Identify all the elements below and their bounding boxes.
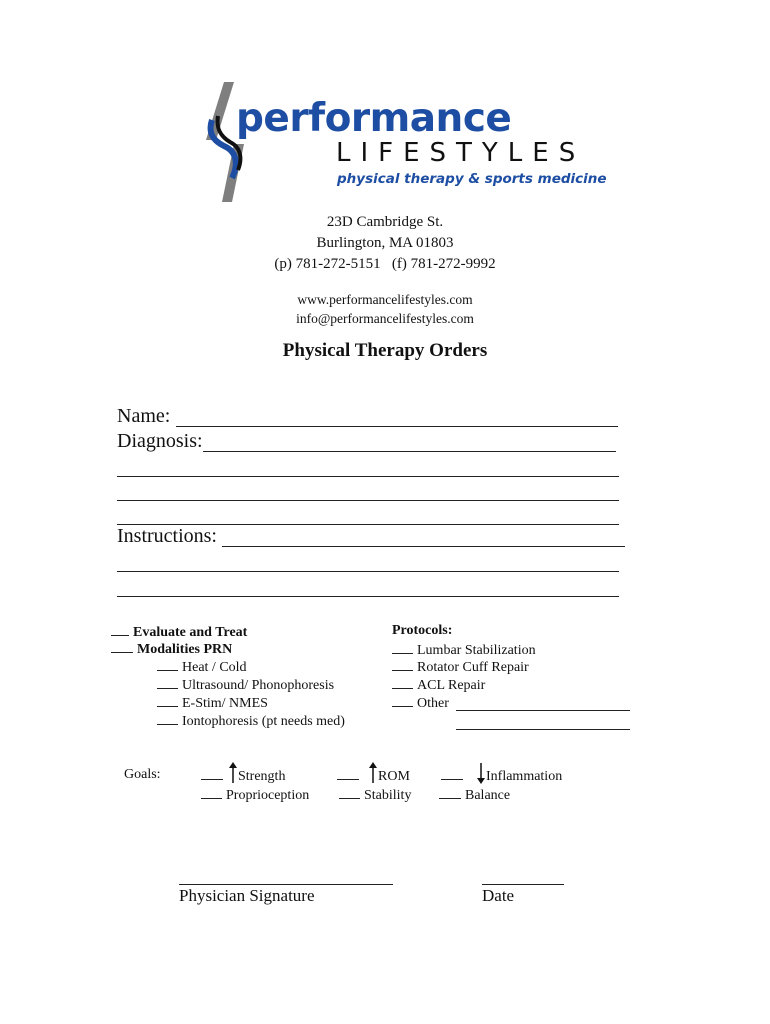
other-checkbox[interactable] (392, 694, 413, 707)
evaluate-treat-checkbox[interactable] (111, 623, 129, 636)
goal-rom-option[interactable] (337, 762, 410, 785)
iontophoresis-label: Iontophoresis (pt needs med) (182, 714, 345, 729)
modality-iontophoresis-option[interactable] (157, 712, 345, 730)
logo-wordmark-performance: performance (236, 96, 512, 141)
goal-inflammation-option[interactable] (441, 762, 562, 785)
modality-heat-cold-option[interactable] (157, 658, 247, 676)
protocol-lumbar-option[interactable] (392, 641, 536, 659)
goal-proprioception-option[interactable] (201, 786, 309, 804)
address-street: 23D Cambridge St. (326, 214, 444, 230)
email-link[interactable]: info@performancelifestyles.com (296, 311, 474, 326)
diagnosis-label: Diagnosis: (117, 430, 203, 452)
date-field[interactable] (482, 884, 564, 885)
lumbar-label: Lumbar Stabilization (417, 643, 536, 658)
stability-checkbox[interactable] (339, 786, 360, 799)
protocol-rotator-cuff-option[interactable] (392, 658, 529, 676)
balance-checkbox[interactable] (439, 786, 461, 799)
rom-label: ROM (378, 769, 410, 784)
date-label: Date (482, 886, 515, 905)
instructions-field-line-3[interactable] (117, 596, 619, 597)
inflammation-label: Inflammation (486, 769, 563, 784)
page-title: Physical Therapy Orders (282, 340, 488, 361)
strength-checkbox[interactable] (201, 767, 223, 780)
modality-estim-option[interactable] (157, 694, 268, 712)
balance-label: Balance (465, 788, 511, 803)
modality-ultrasound-option[interactable] (157, 676, 334, 694)
diagnosis-field-line-2[interactable] (117, 476, 619, 477)
heat-cold-label: Heat / Cold (182, 660, 247, 675)
arrow-down-icon (477, 762, 485, 784)
instructions-field-line-2[interactable] (117, 571, 619, 572)
name-label: Name: (117, 405, 171, 427)
ultrasound-label: Ultrasound/ Phonophoresis (182, 678, 335, 693)
acl-label: ACL Repair (417, 678, 486, 693)
instructions-field[interactable] (222, 546, 625, 547)
evaluate-treat-label: Evaluate and Treat (133, 625, 248, 640)
stability-label: Stability (364, 788, 412, 803)
logo-wordmark-lifestyles: LIFESTYLES (336, 138, 586, 168)
name-field[interactable] (176, 426, 618, 427)
heat-cold-checkbox[interactable] (157, 658, 178, 671)
address-city: Burlington, MA 01803 (316, 235, 454, 251)
physician-signature-field[interactable] (179, 884, 393, 885)
other-field-line-2[interactable] (456, 729, 630, 730)
arrow-up-icon (229, 762, 237, 784)
protocol-other-option[interactable] (392, 694, 449, 712)
other-field[interactable] (456, 710, 630, 711)
diagnosis-field[interactable] (203, 451, 616, 452)
physician-signature-label: Physician Signature (179, 886, 315, 905)
goal-strength-option[interactable] (201, 762, 285, 785)
iontophoresis-checkbox[interactable] (157, 712, 178, 725)
ultrasound-checkbox[interactable] (157, 676, 178, 689)
lumbar-checkbox[interactable] (392, 641, 413, 654)
inflammation-checkbox[interactable] (441, 767, 463, 780)
other-label: Other (417, 696, 449, 711)
modalities-label: Modalities PRN (137, 642, 233, 657)
protocols-heading: Protocols: (392, 623, 453, 638)
protocol-acl-option[interactable] (392, 676, 485, 694)
evaluate-treat-option[interactable] (111, 623, 247, 641)
rotator-cuff-checkbox[interactable] (392, 658, 413, 671)
goals-label: Goals: (124, 767, 161, 782)
arrow-up-icon (369, 762, 377, 784)
proprioception-checkbox[interactable] (201, 786, 222, 799)
estim-label: E-Stim/ NMES (182, 696, 268, 711)
modalities-option[interactable] (111, 640, 232, 658)
diagnosis-field-line-3[interactable] (117, 500, 619, 501)
goal-stability-option[interactable] (339, 786, 411, 804)
strength-label: Strength (238, 769, 286, 784)
proprioception-label: Proprioception (226, 788, 310, 803)
acl-checkbox[interactable] (392, 676, 413, 689)
logo-tagline: physical therapy & sports medicine (337, 171, 607, 187)
address-phones: (p) 781-272-5151 (f) 781-272-9992 (274, 256, 496, 272)
modalities-checkbox[interactable] (111, 640, 133, 653)
instructions-label: Instructions: (117, 525, 217, 547)
goal-balance-option[interactable] (439, 786, 510, 804)
estim-checkbox[interactable] (157, 694, 178, 707)
rom-checkbox[interactable] (337, 767, 359, 780)
rotator-cuff-label: Rotator Cuff Repair (417, 660, 529, 675)
website-link[interactable]: www.performancelifestyles.com (297, 292, 473, 307)
